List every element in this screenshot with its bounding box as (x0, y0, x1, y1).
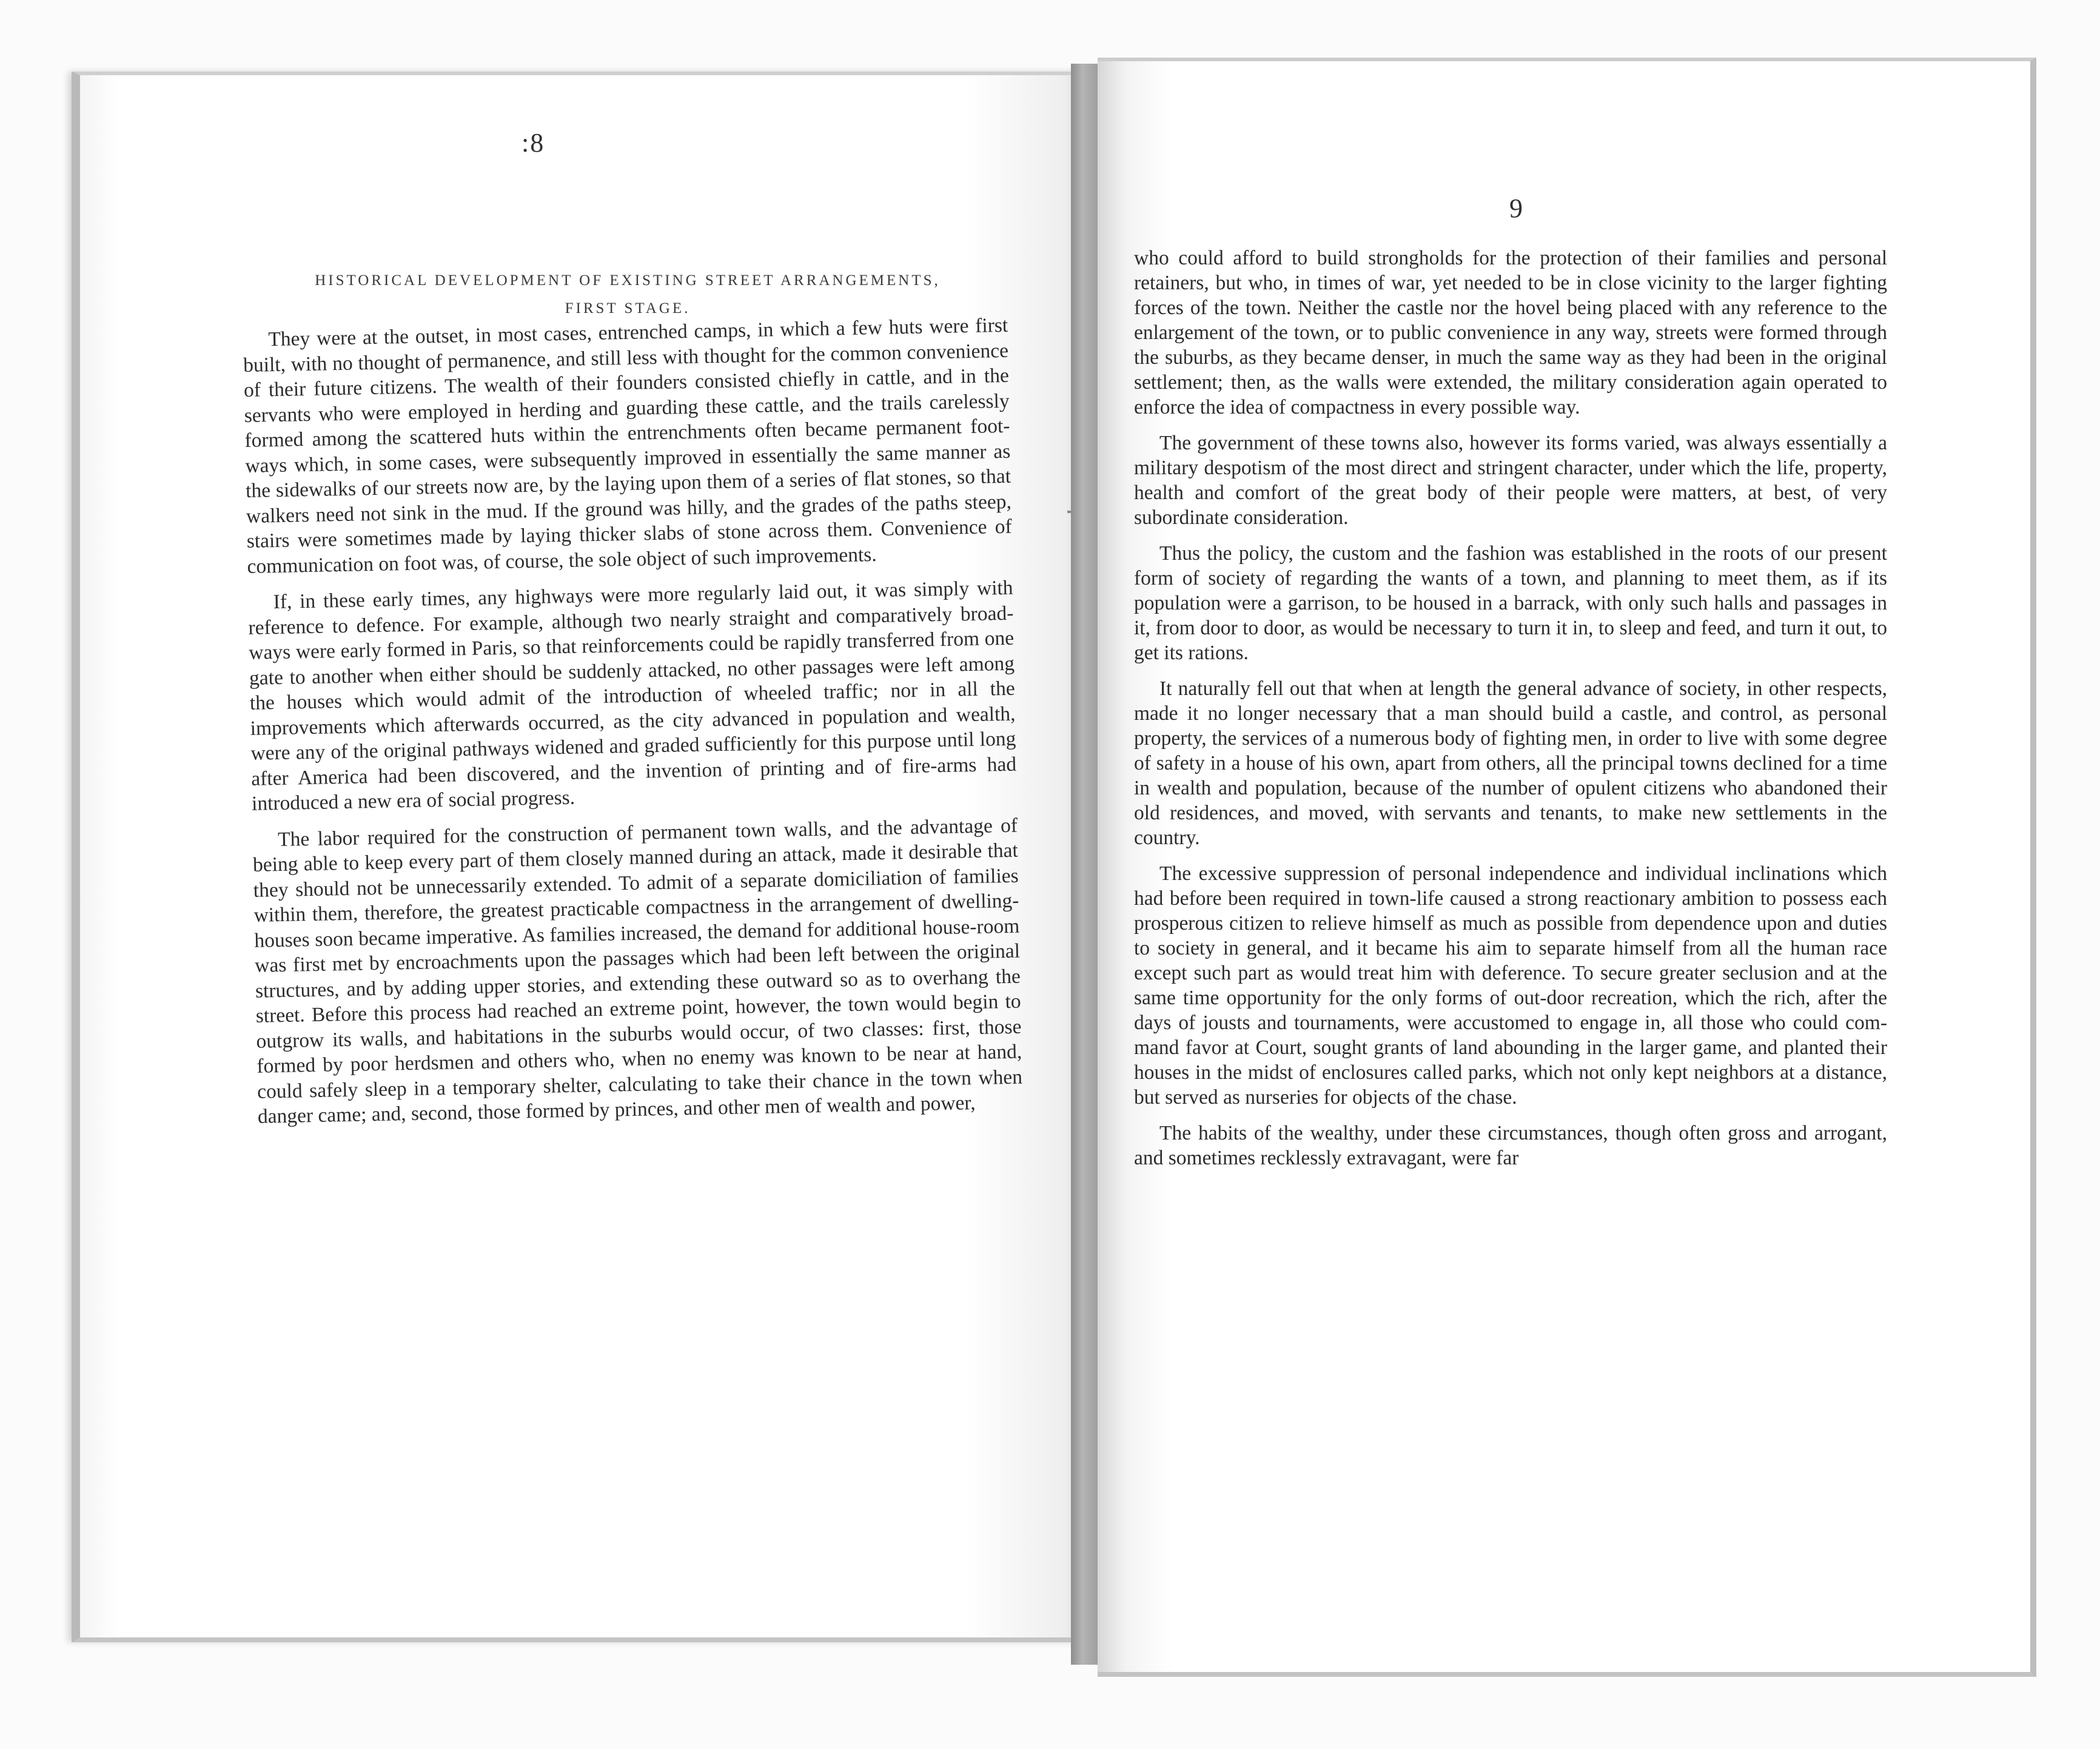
left-page-number: :8 (522, 128, 545, 158)
left-paragraph-2: If, in these early times, any highways were more regularly laid out, it was simply with reference to defence. For example, although two nearly straight and comparatively broad-ways were early formed in Paris, so that reinforcements could be rapidly transferred from one gate to another when either should be suddenly attacked, no other passages were left among the houses which would admit of the introduction of wheeled traffic; nor in all the improvements which afterwards occurred, as the city advanced in population and wealth, were any of the original pathways widened and graded sufficiently for this purpose until long after America had been discovered, and the invention of printing and of fire-arms had introduced a new era of social progress. (248, 576, 1017, 815)
right-paragraph-2: Thus the policy, the custom and the fashion was established in the roots of our present form of society of regarding the wants of a town, and planning to meet them, as if its population were a garrison, to be housed in a barrack, with only such halls and passages in it, from door to door, as would be necessary to turn it in, to sleep and feed, and turn it out, to get its rations. (1134, 542, 1887, 664)
left-page-body (243, 313, 1024, 1140)
right-paragraph-1: The government of these towns also, however its forms varied, was always essentially a military despotism of the most direct and stringent character, under which the life, property, health and comfort of the great body of their people were matters, at best, of very subordinate consideration. (1134, 432, 1887, 529)
right-paragraph-3: It naturally fell out that when at length the general advance of society, in other respects, made it no longer necessary that a man should build a castle, and control, as personal property, the services of a numerous body of fighting men, in order to live with some degree of safety in a house of his own, apart from others, all the principal towns declined for a time in wealth and population, because of the number of opulent citizens who abandoned their old residences, and moved, with servants and tenants, to make new settlements in the country. (1134, 677, 1887, 849)
page-edge-mark (1067, 511, 1071, 513)
right-paragraph-4: The excessive suppression of personal independence and individual inclinations which had before been required in town-life caused a strong reactionary ambition to possess each prosperous citizen to relieve himself as much as possible from dependence upon and duties to society in general, and it became his aim to separate himself from all the human race except such part as would treat him with deference. To secure greater seclusion and at the same time opportunity for the only forms of out-door recreation, which the rich, after the days of jousts and tournaments, were accustomed to engage in, all those who could command favor at Court, sought grants of land abounding in the larger game, and planted their houses in the midst of enclosures called parks, which not only kept neighbors at a distance, but served as nurseries for objects of the chase. (1134, 862, 1887, 1109)
right-page-number: 9 (1509, 193, 1524, 223)
right-page-body (1134, 246, 1887, 1181)
left-paragraph-3: The labor required for the construction of permanent town walls, and the advantage of being able to keep every part of them closely manned during an attack, made it desirable that they should not be unnecessarily extended. To admit of a separate domiciliation of families within them, therefore, the greatest practicable compactness in the arrangement of dwelling-houses soon became imperative. As families increased, the demand for additional house-room was first met by encroachments upon the passages which had been left between the original structures, and by adding upper stories, and extending these outward so as to overhang the street. Before this process had reached an extreme point, however, the town would begin to outgrow its walls, and habitations in the suburbs would occur, of two classes: first, those formed by poor herdsmen and others who, when no enemy was known to be near at hand, could safely sleep in a temporary shelter, calculating to take their chance in the town when danger came; and, second, those formed by princes, and other men of wealth and power, (252, 814, 1023, 1128)
section-heading-line-1: HISTORICAL DEVELOPMENT OF EXISTING STREET ARRANGEMENTS, (315, 272, 941, 289)
book-gutter (1071, 64, 1100, 1665)
left-paragraph-1: They were at the outset, in most cases, entrenched camps, in which a few huts were first built, with no thought of permanence, and still less with thought for the common convenience of their future citizens. The wealth of their founders consisted chiefly in cattle, and in the servants who were employed in herding and guarding these cattle, and the trails carelessly formed among the scattered huts within the entrenchments often became permanent foot-ways which, in some cases, were subsequently improved in essentially the same manner as the sidewalks of our streets now are, by the laying upon them of a series of flat stones, so that walkers need not sink in the mud. If the ground was hilly, and the grades of the paths steep, stairs were sometimes made by laying thicker slabs of stone across them. Convenience of communication on foot was, of course, the sole object of such improvements. (243, 314, 1012, 578)
section-heading (270, 267, 985, 323)
section-heading-line-2: FIRST STAGE. (565, 300, 691, 317)
right-paragraph-5: The habits of the wealthy, under these circumstances, though often gross and arrogant, and sometimes recklessly extravagant, were far (1134, 1122, 1887, 1169)
right-continuation-paragraph: who could afford to build strongholds for the protection of their families and personal retainers, but who, in times of war, yet needed to be in close vicinity to the larger fighting forces of the town. Neither the castle nor the hovel being placed with any reference to the enlargement of the town, or to public convenience in any way, streets were formed through the suburbs, as they became denser, in much the same way as they had been in the original settlement; then, as the walls were extended, the military consideration again operated to enforce the idea of compactness in every possible way. (1134, 247, 1887, 418)
